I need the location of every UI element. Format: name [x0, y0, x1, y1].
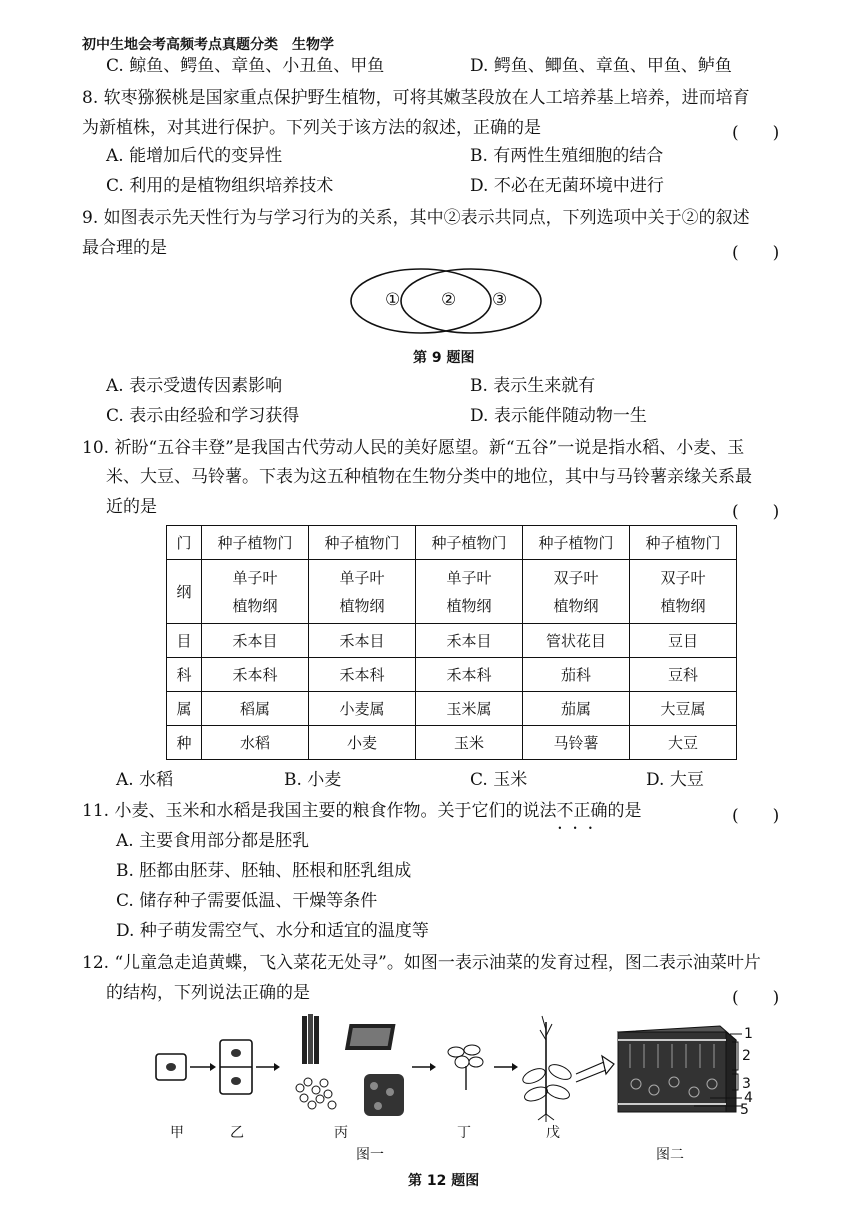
table-cell [202, 560, 309, 624]
q9-figure-caption: 第 9 题图 [413, 350, 475, 366]
q10-option-b: B. 小麦 [284, 770, 342, 790]
q9-option-c: C. 表示由经验和学习获得 [106, 406, 300, 426]
q11-stem-pre: 11. 小麦、玉米和水稻是我国主要的粮食作物。关于它们的说法 [82, 801, 557, 821]
q12-figure-caption: 第 12 题图 [408, 1173, 480, 1189]
table-cell [523, 726, 630, 760]
table-cell-text: 茄属 [560, 699, 591, 718]
stage-label-wu: 戊 [546, 1125, 560, 1141]
table-cell-text: 稻属 [239, 699, 270, 718]
figure-one-caption: 图一 [356, 1147, 384, 1163]
leaf-label-1: 1 [744, 1026, 753, 1042]
table-cell [416, 692, 523, 726]
table-cell [309, 726, 416, 760]
table-cell [630, 726, 737, 760]
venn-label-1: ① [385, 290, 401, 310]
q10-stem-line1: 10. 祈盼“五谷丰登”是我国古代劳动人民的美好愿望。新“五谷”一说是指水稻、小麦、玉 [82, 438, 745, 458]
q11-option-c: C. 储存种子需要低温、干燥等条件 [116, 891, 378, 911]
rapeseed-development-figure [150, 1010, 580, 1125]
table-row [167, 692, 737, 726]
table-cell-text: 植物纲 [232, 596, 278, 615]
table-cell-text: 种子植物门 [217, 533, 293, 552]
table-cell-text: 种子植物门 [538, 533, 614, 552]
q9-stem-line1: 9. 如图表示先天性行为与学习行为的关系，其中②表示共同点，下列选项中关于②的叙述 [82, 208, 750, 228]
q10-option-d: D. 大豆 [646, 770, 704, 790]
q8-option-d: D. 不必在无菌环境中进行 [470, 176, 664, 196]
table-cell-text: 种子植物门 [324, 533, 400, 552]
table-cell [523, 526, 630, 560]
q10-option-a: A. 水稻 [116, 770, 174, 790]
table-cell [202, 526, 309, 560]
table-cell [416, 526, 523, 560]
table-cell [202, 658, 309, 692]
q12-stem-line1: 12. “儿童急走追黄蝶，飞入菜花无处寻”。如图一表示油菜的发育过程，图二表示油菜叶片 [82, 953, 761, 973]
table-cell-text: 禾本目 [446, 631, 492, 650]
table-cell-text: 豆科 [667, 665, 698, 684]
table-cell [309, 692, 416, 726]
q8-stem-line2: 为新植株，对其进行保护。下列关于该方法的叙述，正确的是 [82, 118, 541, 138]
q10-stem-line3: 近的是 [106, 497, 157, 517]
table-cell [523, 658, 630, 692]
table-cell [630, 624, 737, 658]
table-row [167, 624, 737, 658]
table-cell-text: 植物纲 [446, 596, 492, 615]
table-cell-text: 禾本目 [339, 631, 385, 650]
table-cell-text: 单子叶 [339, 568, 385, 587]
q11-stem-emphasis: 不正确 • • • [556, 801, 607, 821]
table-cell-text: 水稻 [239, 733, 270, 752]
q8-answer-bracket: ( ) [732, 123, 780, 143]
q8-option-a: A. 能增加后代的变异性 [106, 146, 283, 166]
table-cell-text: 大豆 [667, 733, 698, 752]
table-cell [523, 560, 630, 624]
table-cell-text: 禾本科 [446, 665, 492, 684]
table-cell-text: 植物纲 [660, 596, 706, 615]
leaf-cross-section-icon [618, 1026, 736, 1112]
table-cell-text: 管状花目 [545, 631, 606, 650]
table-cell [416, 560, 523, 624]
q11-option-a: A. 主要食用部分都是胚乳 [116, 831, 310, 851]
page-header: 初中生地会考高频考点真题分类 生物学 [82, 37, 334, 53]
table-cell [630, 560, 737, 624]
stage-label-ding: 丁 [457, 1125, 471, 1141]
dividing-cells-icon [220, 1040, 252, 1094]
table-row-header: 纲 [167, 560, 202, 624]
table-cell [416, 624, 523, 658]
table-cell-text: 种子植物门 [431, 533, 507, 552]
table-cell [630, 692, 737, 726]
q11-answer-bracket: ( ) [732, 806, 780, 826]
stage-label-bing: 丙 [334, 1125, 348, 1141]
table-cell [523, 624, 630, 658]
table-row-header: 种 [167, 726, 202, 760]
q9-answer-bracket: ( ) [732, 243, 780, 263]
tissue-types-icon [296, 1014, 404, 1116]
q7-option-d: D. 鳄鱼、鲫鱼、章鱼、甲鱼、鲈鱼 [470, 56, 732, 76]
table-cell [202, 726, 309, 760]
table-cell-text: 小麦属 [339, 699, 385, 718]
q12-stem-line2: 的结构，下列说法正确的是 [106, 983, 310, 1003]
table-row [167, 560, 737, 624]
q8-option-b: B. 有两性生殖细胞的结合 [470, 146, 664, 166]
table-cell-text: 玉米 [453, 733, 484, 752]
table-row-header: 科 [167, 658, 202, 692]
q9-option-d: D. 表示能伴随动物一生 [470, 406, 647, 426]
venn-label-2: ② [441, 290, 457, 310]
table-cell-text: 种子植物门 [645, 533, 721, 552]
table-row-header: 目 [167, 624, 202, 658]
table-cell-text: 禾本目 [232, 631, 278, 650]
table-cell-text: 小麦 [346, 733, 377, 752]
figure-two-caption: 图二 [656, 1147, 684, 1163]
table-cell-text: 大豆属 [660, 699, 706, 718]
classification-table [166, 525, 737, 760]
leaf-label-4: 4 [744, 1090, 753, 1106]
q9-option-a: A. 表示受遗传因素影响 [106, 376, 283, 396]
table-cell-text: 双子叶 [660, 568, 706, 587]
table-cell-text: 禾本科 [339, 665, 385, 684]
table-cell [202, 692, 309, 726]
rapeseed-plant-icon [521, 1016, 574, 1122]
table-row [167, 658, 737, 692]
stage-label-jia: 甲 [170, 1125, 184, 1141]
leaf-label-5: 5 [740, 1102, 749, 1118]
table-cell [202, 624, 309, 658]
table-cell-text: 玉米属 [446, 699, 492, 718]
table-cell-text: 双子叶 [553, 568, 599, 587]
q10-option-c: C. 玉米 [470, 770, 528, 790]
table-row-header: 属 [167, 692, 202, 726]
leaf-label-2: 2 [742, 1048, 751, 1064]
table-cell [309, 526, 416, 560]
table-cell [416, 658, 523, 692]
table-cell-text: 植物纲 [553, 596, 599, 615]
table-cell [309, 624, 416, 658]
q10-stem-line2: 米、大豆、马铃薯。下表为这五种植物在生物分类中的地位，其中与马铃薯亲缘关系最 [106, 467, 752, 487]
table-cell-text: 单子叶 [446, 568, 492, 587]
table-cell [416, 726, 523, 760]
table-cell [309, 658, 416, 692]
q11-stem [82, 801, 641, 821]
q9-option-b: B. 表示生来就有 [470, 376, 596, 396]
table-row-header: 门 [167, 526, 202, 560]
table-row [167, 726, 737, 760]
q10-answer-bracket: ( ) [732, 502, 780, 522]
table-cell-text: 禾本科 [232, 665, 278, 684]
table-cell-text: 植物纲 [339, 596, 385, 615]
q11-stem-post: 的是 [607, 801, 642, 821]
q12-answer-bracket: ( ) [732, 988, 780, 1008]
table-cell [523, 692, 630, 726]
table-cell-text: 豆目 [667, 631, 698, 650]
q7-option-c: C. 鲸鱼、鳄鱼、章鱼、小丑鱼、甲鱼 [106, 56, 385, 76]
table-cell [309, 560, 416, 624]
table-row [167, 526, 737, 560]
venn-label-3: ③ [492, 290, 508, 310]
q11-option-d: D. 种子萌发需空气、水分和适宜的温度等 [116, 921, 429, 941]
table-cell-text: 茄科 [560, 665, 591, 684]
stage-label-yi: 乙 [230, 1125, 244, 1141]
table-cell [630, 658, 737, 692]
flower-icon [448, 1045, 483, 1090]
q8-stem-line1: 8. 软枣猕猴桃是国家重点保护野生植物，可将其嫩茎段放在人工培养基上培养，进而培育 [82, 88, 750, 108]
q8-option-c: C. 利用的是植物组织培养技术 [106, 176, 334, 196]
table-cell-text: 单子叶 [232, 568, 278, 587]
q11-option-b: B. 胚都由胚芽、胚轴、胚根和胚乳组成 [116, 861, 412, 881]
table-cell-text: 马铃薯 [553, 733, 599, 752]
single-cell-icon [156, 1054, 186, 1080]
table-cell [630, 526, 737, 560]
q9-stem-line2: 最合理的是 [82, 238, 167, 258]
leaf-label-3: 3 [742, 1076, 751, 1092]
